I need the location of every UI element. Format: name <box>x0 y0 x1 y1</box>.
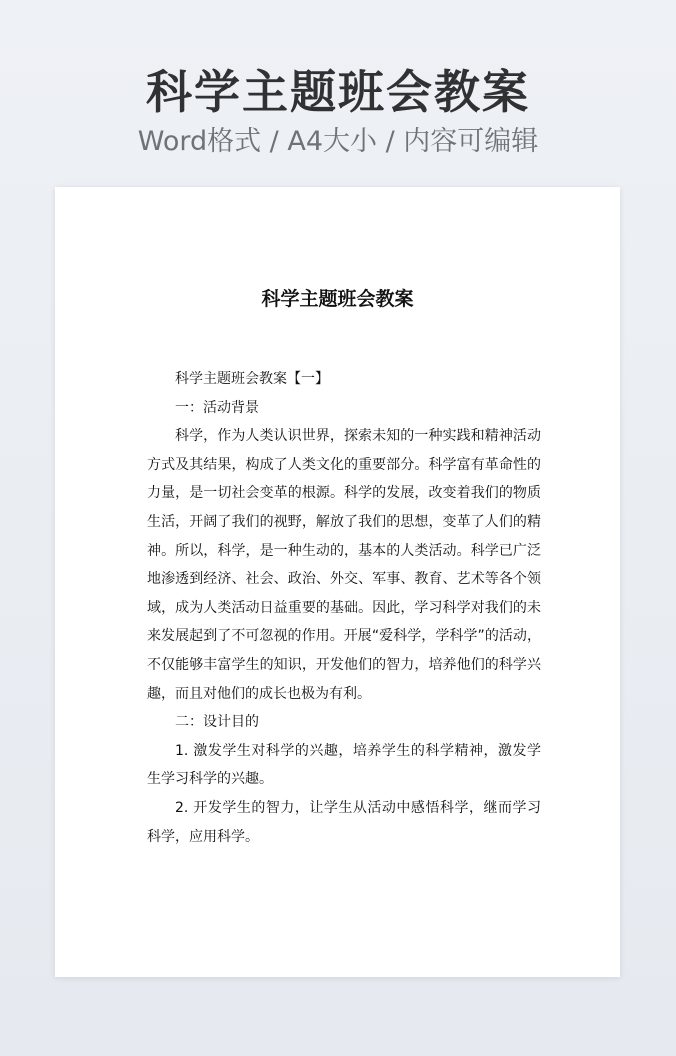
subheading-background: 一：活动背景 <box>175 399 259 416</box>
subheading-purpose: 二：设计目的 <box>175 714 259 731</box>
document-page <box>55 187 620 977</box>
body-paragraph: 科学，作为人类认识世界，探索未知的一种实践和精神活动方式及其结果，构成了人类文化的重要部分。科学富有革命性的力量，是一切社会变革的根源。科学的发展，改变着我们的物质生活，开阔了我们的视野，解放了我们的思想，变革了人们的精神。所以，科学，是一种生动的，基本的人类活动。科学已广泛地渗透到经济、社会、政治、外交、军事、教育、艺术等各个领域，成为人类活动日益重要的基础。因此，学习科学对我们的未来发展起到了不可忽视的作用。开展“爱科学，学科学”的活动，不仅能够丰富学生的知识，开发他们的智力，培养他们的科学兴趣，而且对他们的成长也极为有利。 <box>147 428 541 702</box>
list-item: 2. 开发学生的智力，让学生从活动中感悟科学，继而学习科学，应用科学。 <box>147 799 541 845</box>
header-subtitle: Word格式 / A4大小 / 内容可编辑 <box>137 126 539 157</box>
header-title: 科学主题班会教案 <box>146 65 530 119</box>
list-item: 1. 激发学生对科学的兴趣，培养学生的科学精神，激发学生学习科学的兴趣。 <box>147 742 541 788</box>
document-title: 科学主题班会教案 <box>261 288 414 310</box>
document-body <box>147 365 541 851</box>
header <box>0 62 676 160</box>
section-heading: 科学主题班会教案【一】 <box>175 371 329 387</box>
